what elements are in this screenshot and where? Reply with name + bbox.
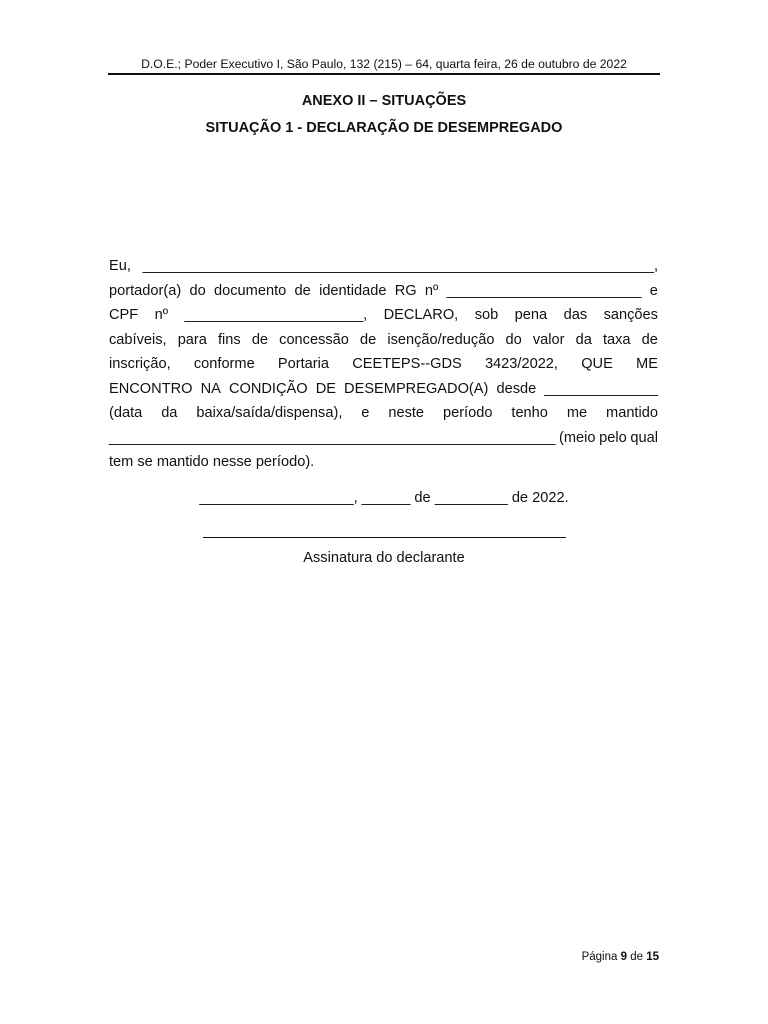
declaration-word: tenho — [511, 405, 548, 421]
declaration-word: ________________________ — [446, 282, 642, 299]
declaration-word: sob — [474, 307, 499, 323]
page-number: 9 — [620, 951, 627, 963]
declaration-word: Eu, — [109, 258, 131, 274]
declaration-word: nº — [154, 307, 169, 323]
date-place-line: ___________________, ______ de _________ de 2022. — [199, 490, 569, 506]
declaration-word: pena — [514, 307, 548, 323]
page-footer — [582, 949, 659, 965]
declaration-word: cabíveis, — [109, 331, 167, 348]
declaration-word: (data — [109, 405, 143, 421]
declaration-line — [109, 303, 658, 328]
declaration-word: concessão — [279, 331, 349, 348]
declaration-word: de — [360, 331, 377, 348]
declaration-word: qual — [630, 429, 658, 446]
declaration-word: inscrição, — [109, 356, 171, 372]
declaration-word: _______________________________________________________ — [109, 429, 556, 446]
declaration-word: CPF — [109, 307, 139, 323]
total-pages: 15 — [646, 951, 659, 963]
declaration-word: portador(a) — [109, 282, 182, 299]
declaration-word: _______________________________________________________________, — [142, 258, 658, 274]
declaration-word: DE — [315, 380, 336, 397]
declaration-word: de — [641, 331, 658, 348]
declaration-word: neste — [388, 405, 425, 421]
declaration-word: sanções — [603, 307, 658, 323]
declaration-word: ME — [636, 356, 658, 372]
annex-title: ANEXO II – SITUAÇÕES — [301, 93, 467, 109]
declaration-word: (meio — [559, 429, 596, 446]
declaration-line — [109, 401, 658, 426]
declaration-word: do — [189, 282, 206, 299]
declaration-word: tem se mantido nesse período). — [109, 454, 315, 470]
declaration-line — [109, 254, 658, 279]
declaration-word: NA — [200, 380, 221, 397]
declaration-word: e — [361, 405, 370, 421]
signature-line — [203, 537, 566, 538]
declaration-line — [109, 450, 658, 475]
declaration-word: me — [566, 405, 588, 421]
declaration-word: desde — [496, 380, 537, 397]
declaration-word: CONDIÇÃO — [228, 380, 308, 397]
declaration-word: nº — [424, 282, 439, 299]
declaration-word: da — [575, 331, 592, 348]
declaration-word: pelo — [599, 429, 627, 446]
declaration-line — [109, 352, 658, 377]
declaration-word: de — [294, 282, 311, 299]
declaration-word: taxa — [602, 331, 631, 348]
declaration-word: isenção/redução — [387, 331, 495, 348]
doe-header: D.O.E.; Poder Executivo I, São Paulo, 132 (215) – 64, quarta feira, 26 de outubro de 2022 — [141, 57, 627, 71]
declaration-word: identidade — [319, 282, 387, 299]
declaration-word: conforme — [193, 356, 255, 372]
declaration-line — [109, 377, 658, 402]
declaration-body — [109, 254, 658, 475]
situation-title: SITUAÇÃO 1 - DECLARAÇÃO DE DESEMPREGADO — [205, 120, 563, 136]
declaration-word: de — [251, 331, 269, 348]
declaration-word: QUE — [581, 356, 613, 372]
declaration-word: DECLARO, — [383, 307, 459, 323]
declaration-word: 3423/2022, — [484, 356, 558, 372]
declaration-word: do — [505, 331, 522, 348]
declaration-word: das — [563, 307, 588, 323]
declaration-word: período — [442, 405, 493, 421]
declaration-word: RG — [394, 282, 417, 299]
declaration-word: e — [649, 282, 658, 299]
of-word: de — [630, 951, 643, 963]
page-word: Página — [581, 951, 618, 963]
declaration-word: ______________________, — [184, 307, 368, 323]
declaration-word: Portaria — [277, 356, 330, 372]
declaration-word: fins — [218, 331, 241, 348]
declaration-word: ______________ — [544, 380, 658, 397]
declaration-word: DESEMPREGADO(A) — [344, 380, 489, 397]
declaration-word: ENCONTRO — [109, 380, 193, 397]
declaration-word: valor — [532, 331, 565, 348]
declaration-word: CEETEPS--GDS — [352, 356, 462, 372]
signature-label: Assinatura do declarante — [303, 550, 465, 566]
header-rule — [108, 73, 660, 75]
declaration-word: documento — [214, 282, 287, 299]
declaration-line — [109, 279, 658, 304]
declaration-line — [109, 426, 658, 451]
declaration-line — [109, 328, 658, 353]
declaration-word: mantido — [606, 405, 658, 421]
declaration-word: para — [177, 331, 207, 348]
declaration-word: da — [161, 405, 178, 421]
declaration-word: baixa/saída/dispensa), — [196, 405, 343, 421]
